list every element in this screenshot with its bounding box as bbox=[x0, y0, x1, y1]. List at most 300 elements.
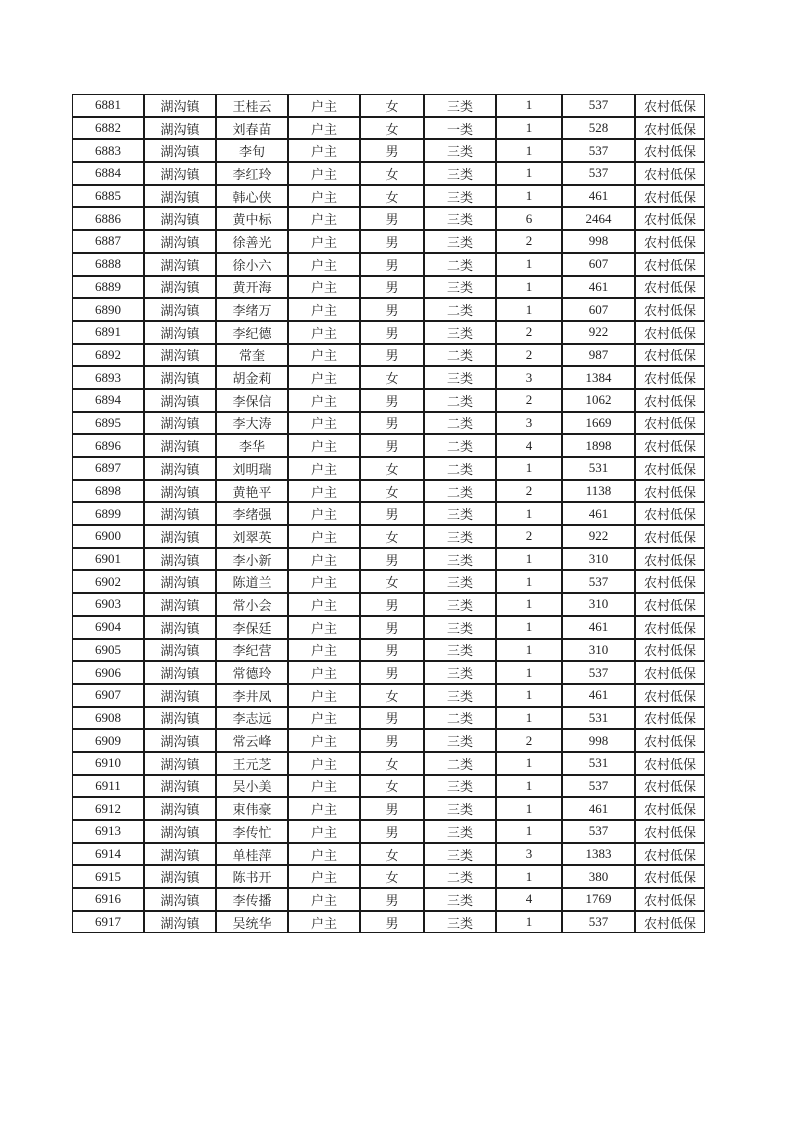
cell-town: 湖沟镇 bbox=[144, 888, 216, 911]
cell-name: 李红玲 bbox=[216, 162, 288, 185]
cell-serial-number: 6910 bbox=[72, 752, 144, 775]
cell-gender: 男 bbox=[360, 139, 424, 162]
cell-category: 三类 bbox=[424, 729, 496, 752]
cell-name: 刘明瑞 bbox=[216, 457, 288, 480]
cell-town: 湖沟镇 bbox=[144, 911, 216, 934]
cell-member-count: 1 bbox=[496, 752, 562, 775]
cell-gender: 男 bbox=[360, 729, 424, 752]
cell-benefit-type: 农村低保 bbox=[635, 865, 705, 888]
cell-serial-number: 6886 bbox=[72, 207, 144, 230]
cell-benefit-type: 农村低保 bbox=[635, 344, 705, 367]
cell-town: 湖沟镇 bbox=[144, 207, 216, 230]
cell-benefit-type: 农村低保 bbox=[635, 820, 705, 843]
table-row bbox=[72, 366, 705, 389]
cell-amount: 461 bbox=[562, 185, 635, 208]
cell-benefit-type: 农村低保 bbox=[635, 117, 705, 140]
cell-amount: 1383 bbox=[562, 843, 635, 866]
cell-benefit-type: 农村低保 bbox=[635, 707, 705, 730]
cell-member-count: 2 bbox=[496, 321, 562, 344]
table-row bbox=[72, 162, 705, 185]
cell-serial-number: 6915 bbox=[72, 865, 144, 888]
cell-name: 束伟豪 bbox=[216, 797, 288, 820]
cell-relation: 户主 bbox=[288, 548, 360, 571]
cell-name: 单桂萍 bbox=[216, 843, 288, 866]
cell-serial-number: 6899 bbox=[72, 502, 144, 525]
cell-member-count: 1 bbox=[496, 457, 562, 480]
cell-benefit-type: 农村低保 bbox=[635, 639, 705, 662]
cell-amount: 1138 bbox=[562, 480, 635, 503]
cell-category: 三类 bbox=[424, 684, 496, 707]
table-row bbox=[72, 729, 705, 752]
cell-town: 湖沟镇 bbox=[144, 389, 216, 412]
cell-benefit-type: 农村低保 bbox=[635, 94, 705, 117]
cell-benefit-type: 农村低保 bbox=[635, 775, 705, 798]
cell-member-count: 1 bbox=[496, 548, 562, 571]
cell-category: 二类 bbox=[424, 298, 496, 321]
cell-relation: 户主 bbox=[288, 298, 360, 321]
cell-name: 陈书开 bbox=[216, 865, 288, 888]
cell-relation: 户主 bbox=[288, 412, 360, 435]
cell-serial-number: 6881 bbox=[72, 94, 144, 117]
cell-amount: 461 bbox=[562, 502, 635, 525]
cell-serial-number: 6882 bbox=[72, 117, 144, 140]
table-row bbox=[72, 117, 705, 140]
cell-amount: 607 bbox=[562, 298, 635, 321]
cell-serial-number: 6893 bbox=[72, 366, 144, 389]
cell-serial-number: 6897 bbox=[72, 457, 144, 480]
cell-benefit-type: 农村低保 bbox=[635, 911, 705, 934]
cell-relation: 户主 bbox=[288, 162, 360, 185]
table-row bbox=[72, 434, 705, 457]
cell-name: 陈道兰 bbox=[216, 570, 288, 593]
cell-gender: 男 bbox=[360, 298, 424, 321]
cell-town: 湖沟镇 bbox=[144, 570, 216, 593]
cell-relation: 户主 bbox=[288, 389, 360, 412]
cell-category: 三类 bbox=[424, 525, 496, 548]
table-row bbox=[72, 888, 705, 911]
table-row bbox=[72, 480, 705, 503]
cell-town: 湖沟镇 bbox=[144, 434, 216, 457]
cell-town: 湖沟镇 bbox=[144, 707, 216, 730]
cell-name: 黄艳平 bbox=[216, 480, 288, 503]
cell-amount: 537 bbox=[562, 820, 635, 843]
cell-name: 李传忙 bbox=[216, 820, 288, 843]
cell-member-count: 3 bbox=[496, 412, 562, 435]
cell-name: 王元芝 bbox=[216, 752, 288, 775]
cell-relation: 户主 bbox=[288, 911, 360, 934]
cell-amount: 998 bbox=[562, 230, 635, 253]
cell-relation: 户主 bbox=[288, 752, 360, 775]
cell-town: 湖沟镇 bbox=[144, 752, 216, 775]
cell-town: 湖沟镇 bbox=[144, 185, 216, 208]
cell-gender: 女 bbox=[360, 457, 424, 480]
cell-relation: 户主 bbox=[288, 570, 360, 593]
cell-member-count: 1 bbox=[496, 185, 562, 208]
cell-town: 湖沟镇 bbox=[144, 661, 216, 684]
cell-amount: 607 bbox=[562, 253, 635, 276]
cell-town: 湖沟镇 bbox=[144, 321, 216, 344]
cell-member-count: 1 bbox=[496, 616, 562, 639]
cell-relation: 户主 bbox=[288, 775, 360, 798]
cell-member-count: 1 bbox=[496, 570, 562, 593]
cell-gender: 女 bbox=[360, 94, 424, 117]
cell-member-count: 4 bbox=[496, 434, 562, 457]
cell-serial-number: 6908 bbox=[72, 707, 144, 730]
cell-amount: 1384 bbox=[562, 366, 635, 389]
cell-name: 李小新 bbox=[216, 548, 288, 571]
cell-category: 一类 bbox=[424, 117, 496, 140]
cell-amount: 310 bbox=[562, 548, 635, 571]
cell-category: 二类 bbox=[424, 865, 496, 888]
cell-name: 吴小美 bbox=[216, 775, 288, 798]
cell-town: 湖沟镇 bbox=[144, 117, 216, 140]
cell-name: 常奎 bbox=[216, 344, 288, 367]
cell-gender: 男 bbox=[360, 502, 424, 525]
cell-member-count: 1 bbox=[496, 911, 562, 934]
cell-serial-number: 6884 bbox=[72, 162, 144, 185]
table-row bbox=[72, 616, 705, 639]
cell-gender: 男 bbox=[360, 911, 424, 934]
table-row bbox=[72, 321, 705, 344]
table-row bbox=[72, 820, 705, 843]
cell-name: 李纪德 bbox=[216, 321, 288, 344]
cell-category: 三类 bbox=[424, 843, 496, 866]
cell-serial-number: 6887 bbox=[72, 230, 144, 253]
cell-relation: 户主 bbox=[288, 797, 360, 820]
table-row bbox=[72, 276, 705, 299]
cell-relation: 户主 bbox=[288, 525, 360, 548]
table-row bbox=[72, 707, 705, 730]
cell-benefit-type: 农村低保 bbox=[635, 616, 705, 639]
cell-benefit-type: 农村低保 bbox=[635, 570, 705, 593]
cell-relation: 户主 bbox=[288, 253, 360, 276]
cell-name: 李志远 bbox=[216, 707, 288, 730]
cell-gender: 女 bbox=[360, 865, 424, 888]
cell-member-count: 1 bbox=[496, 139, 562, 162]
cell-name: 李传播 bbox=[216, 888, 288, 911]
cell-name: 李绪强 bbox=[216, 502, 288, 525]
cell-relation: 户主 bbox=[288, 344, 360, 367]
cell-member-count: 1 bbox=[496, 593, 562, 616]
cell-gender: 男 bbox=[360, 434, 424, 457]
cell-gender: 男 bbox=[360, 548, 424, 571]
cell-benefit-type: 农村低保 bbox=[635, 434, 705, 457]
cell-amount: 461 bbox=[562, 616, 635, 639]
cell-gender: 女 bbox=[360, 162, 424, 185]
table-row bbox=[72, 389, 705, 412]
cell-gender: 女 bbox=[360, 366, 424, 389]
cell-name: 李旬 bbox=[216, 139, 288, 162]
cell-member-count: 1 bbox=[496, 276, 562, 299]
cell-serial-number: 6917 bbox=[72, 911, 144, 934]
table-row bbox=[72, 865, 705, 888]
table-row bbox=[72, 457, 705, 480]
cell-benefit-type: 农村低保 bbox=[635, 525, 705, 548]
cell-amount: 537 bbox=[562, 775, 635, 798]
cell-member-count: 2 bbox=[496, 230, 562, 253]
cell-benefit-type: 农村低保 bbox=[635, 253, 705, 276]
cell-benefit-type: 农村低保 bbox=[635, 185, 705, 208]
cell-relation: 户主 bbox=[288, 185, 360, 208]
cell-gender: 男 bbox=[360, 797, 424, 820]
cell-benefit-type: 农村低保 bbox=[635, 276, 705, 299]
cell-gender: 女 bbox=[360, 752, 424, 775]
cell-name: 常云峰 bbox=[216, 729, 288, 752]
cell-name: 常小会 bbox=[216, 593, 288, 616]
table-row bbox=[72, 207, 705, 230]
cell-gender: 男 bbox=[360, 253, 424, 276]
cell-name: 黄中标 bbox=[216, 207, 288, 230]
cell-town: 湖沟镇 bbox=[144, 230, 216, 253]
cell-relation: 户主 bbox=[288, 684, 360, 707]
cell-member-count: 3 bbox=[496, 366, 562, 389]
cell-name: 徐善光 bbox=[216, 230, 288, 253]
cell-benefit-type: 农村低保 bbox=[635, 162, 705, 185]
cell-serial-number: 6896 bbox=[72, 434, 144, 457]
cell-town: 湖沟镇 bbox=[144, 843, 216, 866]
cell-gender: 男 bbox=[360, 207, 424, 230]
cell-member-count: 1 bbox=[496, 298, 562, 321]
cell-serial-number: 6906 bbox=[72, 661, 144, 684]
welfare-records-table bbox=[72, 94, 705, 933]
cell-category: 三类 bbox=[424, 366, 496, 389]
cell-serial-number: 6905 bbox=[72, 639, 144, 662]
cell-benefit-type: 农村低保 bbox=[635, 752, 705, 775]
cell-amount: 1769 bbox=[562, 888, 635, 911]
cell-gender: 男 bbox=[360, 389, 424, 412]
cell-relation: 户主 bbox=[288, 865, 360, 888]
cell-serial-number: 6902 bbox=[72, 570, 144, 593]
cell-name: 李保廷 bbox=[216, 616, 288, 639]
cell-relation: 户主 bbox=[288, 843, 360, 866]
cell-member-count: 1 bbox=[496, 820, 562, 843]
cell-benefit-type: 农村低保 bbox=[635, 457, 705, 480]
cell-name: 李大涛 bbox=[216, 412, 288, 435]
cell-serial-number: 6900 bbox=[72, 525, 144, 548]
cell-name: 黄开海 bbox=[216, 276, 288, 299]
cell-category: 三类 bbox=[424, 548, 496, 571]
cell-category: 三类 bbox=[424, 276, 496, 299]
table-row bbox=[72, 185, 705, 208]
cell-amount: 461 bbox=[562, 276, 635, 299]
cell-category: 三类 bbox=[424, 139, 496, 162]
table-row bbox=[72, 661, 705, 684]
cell-member-count: 1 bbox=[496, 775, 562, 798]
cell-member-count: 2 bbox=[496, 480, 562, 503]
cell-category: 三类 bbox=[424, 888, 496, 911]
cell-amount: 380 bbox=[562, 865, 635, 888]
cell-serial-number: 6890 bbox=[72, 298, 144, 321]
cell-member-count: 1 bbox=[496, 865, 562, 888]
cell-relation: 户主 bbox=[288, 593, 360, 616]
cell-category: 三类 bbox=[424, 593, 496, 616]
cell-serial-number: 6889 bbox=[72, 276, 144, 299]
cell-member-count: 1 bbox=[496, 684, 562, 707]
cell-name: 李华 bbox=[216, 434, 288, 457]
cell-gender: 男 bbox=[360, 344, 424, 367]
cell-category: 二类 bbox=[424, 752, 496, 775]
cell-town: 湖沟镇 bbox=[144, 797, 216, 820]
cell-name: 李绪万 bbox=[216, 298, 288, 321]
cell-category: 二类 bbox=[424, 707, 496, 730]
cell-benefit-type: 农村低保 bbox=[635, 684, 705, 707]
cell-town: 湖沟镇 bbox=[144, 298, 216, 321]
table-row bbox=[72, 253, 705, 276]
cell-gender: 男 bbox=[360, 412, 424, 435]
table-row bbox=[72, 139, 705, 162]
cell-amount: 461 bbox=[562, 797, 635, 820]
cell-benefit-type: 农村低保 bbox=[635, 548, 705, 571]
cell-gender: 男 bbox=[360, 820, 424, 843]
cell-member-count: 1 bbox=[496, 117, 562, 140]
cell-amount: 531 bbox=[562, 752, 635, 775]
cell-category: 二类 bbox=[424, 253, 496, 276]
cell-category: 二类 bbox=[424, 434, 496, 457]
table-row bbox=[72, 525, 705, 548]
table-row bbox=[72, 548, 705, 571]
cell-benefit-type: 农村低保 bbox=[635, 480, 705, 503]
cell-gender: 男 bbox=[360, 639, 424, 662]
cell-benefit-type: 农村低保 bbox=[635, 502, 705, 525]
cell-amount: 1669 bbox=[562, 412, 635, 435]
cell-category: 二类 bbox=[424, 480, 496, 503]
cell-serial-number: 6895 bbox=[72, 412, 144, 435]
cell-town: 湖沟镇 bbox=[144, 94, 216, 117]
table-body bbox=[72, 94, 705, 933]
cell-relation: 户主 bbox=[288, 616, 360, 639]
cell-serial-number: 6898 bbox=[72, 480, 144, 503]
cell-amount: 987 bbox=[562, 344, 635, 367]
cell-member-count: 2 bbox=[496, 729, 562, 752]
cell-benefit-type: 农村低保 bbox=[635, 389, 705, 412]
cell-amount: 528 bbox=[562, 117, 635, 140]
cell-name: 吴统华 bbox=[216, 911, 288, 934]
cell-benefit-type: 农村低保 bbox=[635, 661, 705, 684]
cell-gender: 女 bbox=[360, 525, 424, 548]
cell-member-count: 1 bbox=[496, 94, 562, 117]
cell-name: 刘春苗 bbox=[216, 117, 288, 140]
cell-gender: 女 bbox=[360, 843, 424, 866]
cell-relation: 户主 bbox=[288, 230, 360, 253]
cell-member-count: 1 bbox=[496, 253, 562, 276]
cell-category: 二类 bbox=[424, 389, 496, 412]
cell-gender: 女 bbox=[360, 480, 424, 503]
cell-town: 湖沟镇 bbox=[144, 593, 216, 616]
cell-category: 三类 bbox=[424, 820, 496, 843]
cell-category: 二类 bbox=[424, 457, 496, 480]
cell-benefit-type: 农村低保 bbox=[635, 729, 705, 752]
cell-name: 李纪营 bbox=[216, 639, 288, 662]
cell-relation: 户主 bbox=[288, 888, 360, 911]
cell-relation: 户主 bbox=[288, 434, 360, 457]
cell-benefit-type: 农村低保 bbox=[635, 797, 705, 820]
cell-gender: 男 bbox=[360, 276, 424, 299]
cell-town: 湖沟镇 bbox=[144, 729, 216, 752]
cell-category: 三类 bbox=[424, 797, 496, 820]
cell-amount: 310 bbox=[562, 593, 635, 616]
cell-gender: 男 bbox=[360, 593, 424, 616]
table-row bbox=[72, 797, 705, 820]
cell-gender: 男 bbox=[360, 888, 424, 911]
cell-name: 韩心侠 bbox=[216, 185, 288, 208]
cell-serial-number: 6907 bbox=[72, 684, 144, 707]
cell-serial-number: 6909 bbox=[72, 729, 144, 752]
cell-gender: 女 bbox=[360, 684, 424, 707]
cell-amount: 1062 bbox=[562, 389, 635, 412]
cell-category: 三类 bbox=[424, 911, 496, 934]
table-row bbox=[72, 911, 705, 934]
cell-amount: 2464 bbox=[562, 207, 635, 230]
cell-category: 二类 bbox=[424, 412, 496, 435]
cell-relation: 户主 bbox=[288, 276, 360, 299]
cell-town: 湖沟镇 bbox=[144, 344, 216, 367]
cell-category: 三类 bbox=[424, 616, 496, 639]
cell-name: 王桂云 bbox=[216, 94, 288, 117]
cell-serial-number: 6892 bbox=[72, 344, 144, 367]
cell-relation: 户主 bbox=[288, 117, 360, 140]
cell-amount: 537 bbox=[562, 570, 635, 593]
cell-benefit-type: 农村低保 bbox=[635, 207, 705, 230]
cell-town: 湖沟镇 bbox=[144, 775, 216, 798]
cell-relation: 户主 bbox=[288, 366, 360, 389]
cell-serial-number: 6891 bbox=[72, 321, 144, 344]
cell-relation: 户主 bbox=[288, 94, 360, 117]
cell-relation: 户主 bbox=[288, 139, 360, 162]
cell-gender: 男 bbox=[360, 616, 424, 639]
cell-town: 湖沟镇 bbox=[144, 412, 216, 435]
cell-category: 三类 bbox=[424, 94, 496, 117]
cell-amount: 310 bbox=[562, 639, 635, 662]
cell-category: 三类 bbox=[424, 185, 496, 208]
cell-gender: 女 bbox=[360, 570, 424, 593]
cell-name: 刘翠英 bbox=[216, 525, 288, 548]
cell-category: 三类 bbox=[424, 230, 496, 253]
table-row bbox=[72, 298, 705, 321]
cell-serial-number: 6885 bbox=[72, 185, 144, 208]
cell-gender: 男 bbox=[360, 707, 424, 730]
cell-category: 三类 bbox=[424, 502, 496, 525]
cell-serial-number: 6903 bbox=[72, 593, 144, 616]
cell-amount: 998 bbox=[562, 729, 635, 752]
cell-category: 二类 bbox=[424, 344, 496, 367]
cell-relation: 户主 bbox=[288, 480, 360, 503]
table-row bbox=[72, 684, 705, 707]
cell-serial-number: 6912 bbox=[72, 797, 144, 820]
table-row bbox=[72, 775, 705, 798]
cell-amount: 537 bbox=[562, 162, 635, 185]
cell-gender: 男 bbox=[360, 230, 424, 253]
cell-benefit-type: 农村低保 bbox=[635, 230, 705, 253]
cell-serial-number: 6901 bbox=[72, 548, 144, 571]
cell-name: 常德玲 bbox=[216, 661, 288, 684]
table-row bbox=[72, 502, 705, 525]
cell-town: 湖沟镇 bbox=[144, 684, 216, 707]
table-row bbox=[72, 639, 705, 662]
table-row bbox=[72, 843, 705, 866]
cell-town: 湖沟镇 bbox=[144, 865, 216, 888]
cell-amount: 1898 bbox=[562, 434, 635, 457]
cell-amount: 537 bbox=[562, 661, 635, 684]
cell-town: 湖沟镇 bbox=[144, 139, 216, 162]
cell-gender: 女 bbox=[360, 775, 424, 798]
cell-gender: 男 bbox=[360, 661, 424, 684]
cell-relation: 户主 bbox=[288, 321, 360, 344]
cell-member-count: 1 bbox=[496, 162, 562, 185]
cell-serial-number: 6888 bbox=[72, 253, 144, 276]
table-row bbox=[72, 752, 705, 775]
cell-town: 湖沟镇 bbox=[144, 480, 216, 503]
cell-member-count: 1 bbox=[496, 797, 562, 820]
